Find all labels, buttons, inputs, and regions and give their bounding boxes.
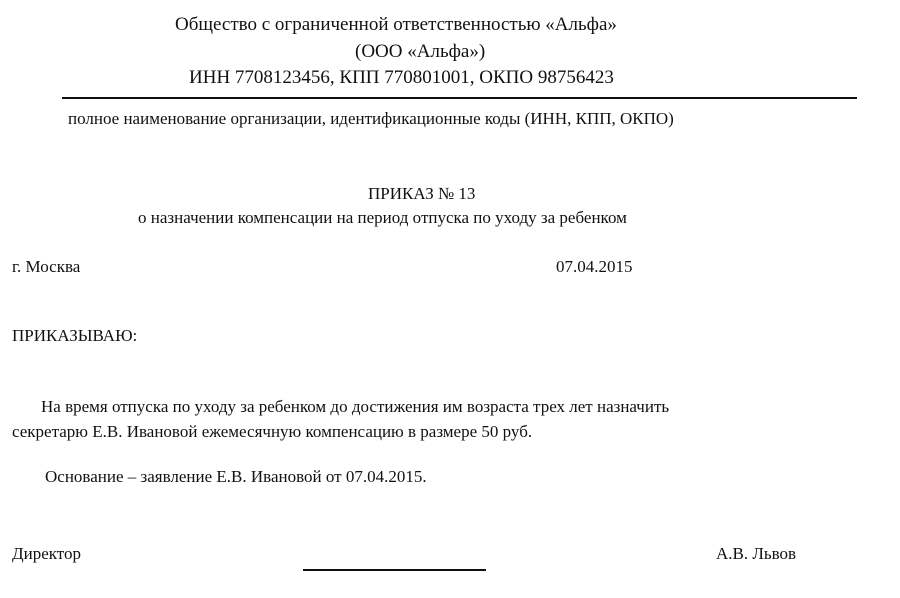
- order-body-line2: секретарю Е.В. Ивановой ежемесячную компенсацию в размере 50 руб.: [12, 422, 533, 441]
- order-subject: о назначении компенсации на период отпуска по уходу за ребенком: [138, 208, 627, 227]
- order-body-line1: На время отпуска по уходу за ребенком до достижения им возраста трех лет назначить: [41, 397, 670, 416]
- org-codes: ИНН 7708123456, КПП 770801001, ОКПО 98756423: [189, 67, 614, 88]
- order-title: ПРИКАЗ № 13: [368, 184, 476, 203]
- order-city: г. Москва: [12, 257, 81, 276]
- order-basis: Основание – заявление Е.В. Ивановой от 07.04.2015.: [45, 467, 427, 486]
- org-short-name: (ООО «Альфа»): [355, 41, 486, 62]
- signer-position: Директор: [12, 544, 81, 563]
- signature-line: [303, 569, 486, 571]
- signer-name: А.В. Львов: [716, 544, 797, 563]
- header-divider: [62, 97, 857, 99]
- order-date: 07.04.2015: [556, 257, 633, 276]
- org-caption: полное наименование организации, идентификационные коды (ИНН, КПП, ОКПО): [68, 109, 674, 128]
- org-full-name: Общество с ограниченной ответственностью «Альфа»: [175, 14, 617, 35]
- order-directive: ПРИКАЗЫВАЮ:: [12, 326, 138, 345]
